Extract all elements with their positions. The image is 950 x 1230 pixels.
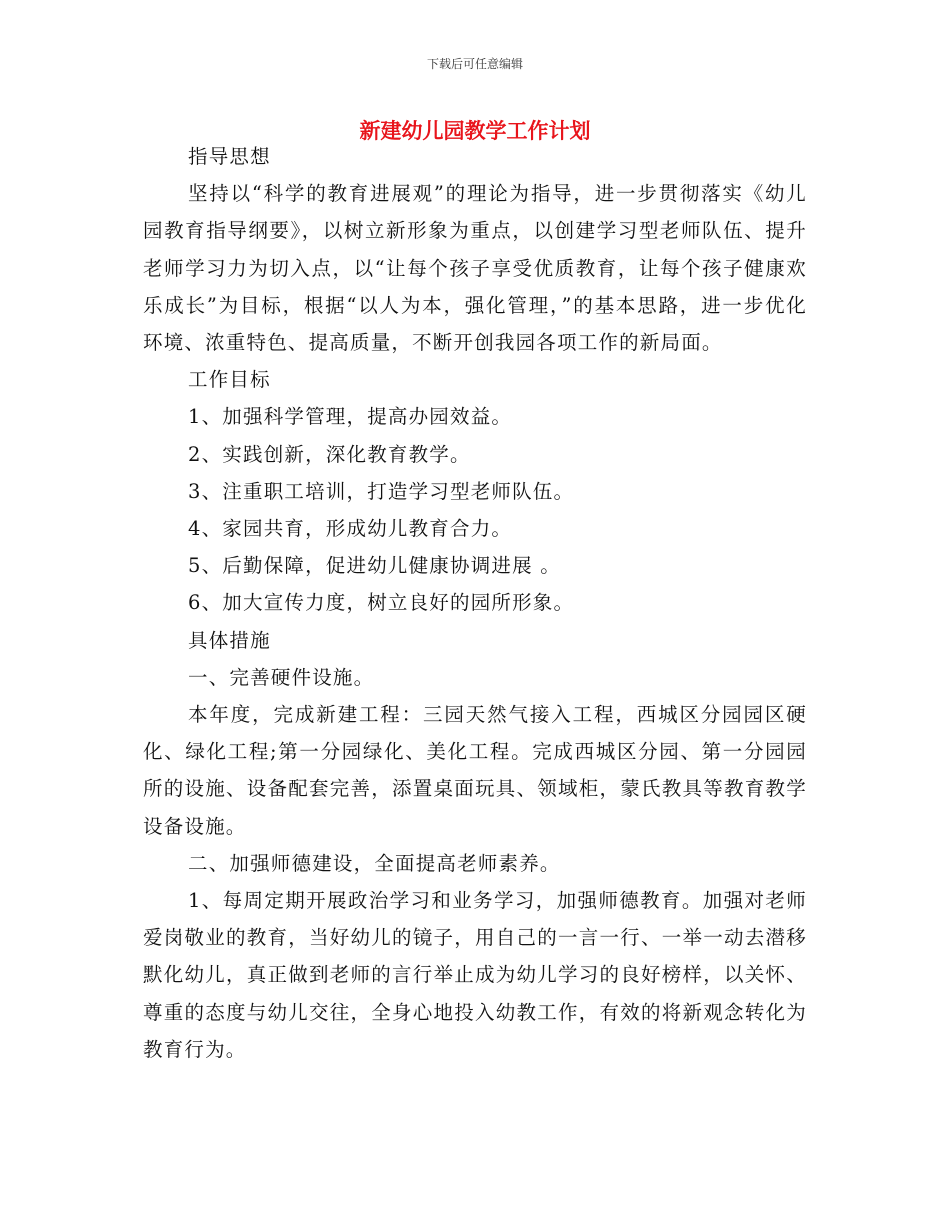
document-title: 新建幼儿园教学工作计划 (359, 119, 591, 143)
document-body (143, 138, 807, 1068)
measures-heading: 具体措施 (188, 628, 271, 652)
guide-heading: 指导思想 (188, 145, 271, 168)
goal-item: 1、加强科学管理，提高办园效益。 (188, 405, 513, 429)
goals-heading: 工作目标 (188, 368, 271, 392)
measure2-item-paragraph: 1、每周定期开展政治学习和业务学习，加强师德教育。加强对老师爱岗敬业的教育，当好幼儿的镜子，用自己的一言一行、一举一动去潜移默化幼儿，真正做到老师的言行举止成为幼儿学习的良好榜样，以关怀、尊重的态度与幼儿交往，全身心地投入幼教工作，有效的将新观念转化为教育行为。 (143, 889, 807, 1061)
guide-paragraph: 坚持以“科学的教育进展观”的理论为指导，进一步贯彻落实《幼儿园教育指导纲要》，以树立新形象为重点，以创建学习型老师队伍、提升老师学习力为切入点，以“让每个孩子享受优质教育，让每个孩子健康欢乐成长”为目标，根据“以人为本，强化管理，”的基本思路，进一步优化环境、浓重特色、提高质量，不断开创我园各项工作的新局面。 (143, 182, 807, 355)
goal-item: 5、后勤保障，促进幼儿健康协调进展 。 (188, 554, 561, 578)
goal-item: 2、实践创新，深化教育教学。 (188, 442, 471, 466)
goal-item: 6、加大宣传力度，树立良好的园所形象。 (188, 591, 575, 615)
measure1-paragraph: 本年度，完成新建工程：三园天然气接入工程，西城区分园园区硬化、绿化工程;第一分园绿化、美化工程。完成西城区分园、第一分园园所的设施、设备配套完善，添置桌面玩具、领域柜，蒙氏教具等教育教学设备设施。 (143, 703, 807, 838)
goal-item: 3、注重职工培训，打造学习型老师队伍。 (188, 479, 575, 503)
measure2-heading: 二、加强师德建设，全面提高老师素养。 (188, 851, 561, 875)
measure1-heading: 一、完善硬件设施。 (188, 665, 375, 689)
header-note: 下载后可任意编辑 (426, 57, 523, 71)
goal-item: 4、家园共育，形成幼儿教育合力。 (188, 517, 513, 541)
